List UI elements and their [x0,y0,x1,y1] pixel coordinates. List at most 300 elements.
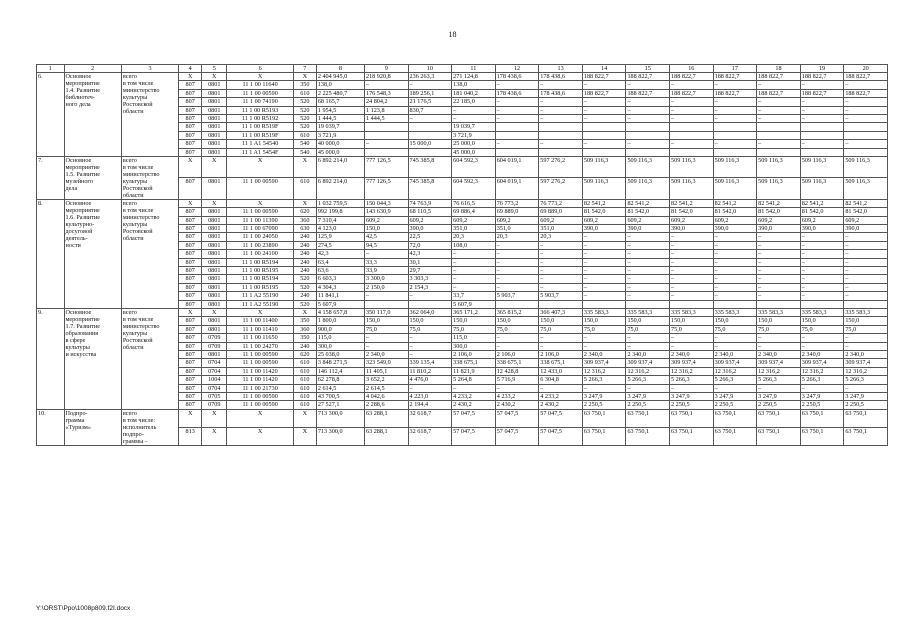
header-cell: 8 [316,65,364,73]
value-cell: 300,0 [316,342,364,350]
value-cell: 0704 [202,367,227,375]
value-cell: X [293,409,316,427]
value-cell: – [408,81,452,89]
value-cell: 30,1 [408,258,452,266]
value-cell: 630 [293,225,316,233]
value-cell: 150,0 [364,225,408,233]
value-cell: – [408,292,452,300]
header-cell: 3 [121,65,178,73]
value-cell: 777 126,5 [364,156,408,178]
value-cell: – [626,106,670,114]
value-cell: 5 266,3 [800,376,844,384]
header-cell: 10 [408,65,452,73]
executor [121,308,178,409]
value-cell: 2 225 480,7 [316,89,364,97]
value-cell: 2 250,5 [626,401,670,409]
table-row [37,308,888,316]
value-cell: 2 340,0 [757,350,801,358]
value-cell: 610 [293,178,316,200]
value-cell: X [293,199,316,207]
value-cell: 5 266,3 [757,376,801,384]
value-cell: – [626,140,670,148]
value-cell: 11 1 00 00590 [227,178,294,200]
group-number: 6. [37,73,65,157]
value-cell: 240 [293,241,316,249]
value-cell: 63 750,1 [800,427,844,445]
program-name-line: музейного [65,177,93,185]
value-cell: 2 250,5 [582,401,626,409]
value-cell: – [408,384,452,392]
value-cell: 5 266,3 [582,376,626,384]
value-cell: 20,3 [539,233,583,241]
value-cell [844,123,888,131]
value-cell: 807 [179,233,202,241]
value-cell: 63 750,1 [626,409,670,427]
value-cell: 610 [293,359,316,367]
header-cell: 11 [452,65,496,73]
value-cell: 63 750,1 [844,427,888,445]
value-cell [626,300,670,308]
group-number: 8. [37,199,65,308]
value-cell [408,300,452,308]
value-cell: 309 937,4 [757,359,801,367]
value-cell: 1 954,5 [316,106,364,114]
value-cell: – [757,275,801,283]
value-cell: 75,0 [800,325,844,333]
value-cell: – [495,342,539,350]
value-cell [800,300,844,308]
value-cell: 240 [293,258,316,266]
value-cell: 0801 [202,233,227,241]
value-cell: 76 773,2 [539,199,583,207]
value-cell: 300,0 [452,342,496,350]
value-cell: 188 822,7 [844,89,888,97]
value-cell: 0801 [202,317,227,325]
value-cell: – [364,342,408,350]
value-cell: 509 116,3 [800,178,844,200]
value-cell: 69 886,4 [452,208,496,216]
value-cell: 520 [293,114,316,122]
value-cell [844,300,888,308]
value-cell: – [582,292,626,300]
value-cell: – [582,384,626,392]
value-cell: 11 810,2 [408,367,452,375]
value-cell: 240 [293,342,316,350]
value-cell: 6 892 214,0 [316,178,364,200]
value-cell: – [495,258,539,266]
value-cell: 11 1 00 24050 [227,233,294,241]
value-cell: 2 340,0 [800,350,844,358]
value-cell: 2 250,5 [844,401,888,409]
value-cell: – [844,334,888,342]
header-cell: 14 [582,65,626,73]
value-cell: 0801 [202,131,227,139]
executor-line: исполнитель [122,423,157,431]
value-cell: 63 750,1 [757,409,801,427]
value-cell: – [670,241,714,249]
value-cell: 240 [293,233,316,241]
program-name-line: культурно- [65,220,95,228]
value-cell: – [452,275,496,283]
value-cell: 390,0 [800,225,844,233]
value-cell: 3 247,9 [670,392,714,400]
value-cell: 597 276,2 [539,178,583,200]
value-cell: 181 040,2 [452,89,496,97]
value-cell: 509 116,3 [844,156,888,178]
value-cell: 45 000,0 [452,148,496,156]
executor-line: министерство [122,170,160,178]
value-cell: 2 430,2 [452,401,496,409]
value-cell: 57 047,5 [539,427,583,445]
executor-line: всего [122,409,137,417]
value-cell: 75,0 [670,325,714,333]
value-cell: – [582,140,626,148]
value-cell: 2 250,5 [800,401,844,409]
value-cell [800,123,844,131]
value-cell: 150 044,3 [364,199,408,207]
value-cell: 115,0 [316,334,364,342]
value-cell: 3 247,9 [844,392,888,400]
value-cell: – [670,250,714,258]
value-cell: – [670,267,714,275]
value-cell: 390,0 [757,225,801,233]
value-cell [495,123,539,131]
value-cell: 610 [293,367,316,375]
value-cell: – [626,384,670,392]
value-cell: 350 [293,317,316,325]
value-cell: 189 256,1 [408,89,452,97]
value-cell: 5 903,7 [539,292,583,300]
value-cell: – [582,233,626,241]
value-cell: X [227,73,294,81]
value-cell: – [539,241,583,249]
value-cell: – [626,241,670,249]
value-cell: 2 250,5 [670,401,714,409]
value-cell: 150,0 [582,317,626,325]
value-cell: 12 316,2 [670,367,714,375]
value-cell: 830,7 [408,106,452,114]
value-cell: – [364,250,408,258]
value-cell: 0801 [202,350,227,358]
value-cell: – [539,384,583,392]
header-cell: 18 [757,65,801,73]
value-cell: – [844,241,888,249]
value-cell: 5 266,3 [626,376,670,384]
value-cell: 3 848 271,5 [316,359,364,367]
value-cell: 610 [293,401,316,409]
value-cell: 11 1 00 24270 [227,342,294,350]
value-cell: 5 266,3 [713,376,757,384]
value-cell: 20,3 [495,233,539,241]
value-cell: – [757,140,801,148]
value-cell: 81 542,0 [670,208,714,216]
value-cell: 75,0 [713,325,757,333]
value-cell: – [670,114,714,122]
value-cell [495,300,539,308]
value-cell: 138,0 [452,81,496,89]
value-cell [757,300,801,308]
value-cell: 33,9 [364,267,408,275]
value-cell: 0801 [202,140,227,148]
value-cell: 604 592,3 [452,178,496,200]
value-cell: 509 116,3 [844,178,888,200]
value-cell: 520 [293,98,316,106]
value-cell: – [670,106,714,114]
value-cell: 240 [293,267,316,275]
value-cell: X [227,199,294,207]
value-cell: 350 [293,81,316,89]
value-cell: 807 [179,392,202,400]
program-name-line: в сфере [65,336,86,344]
value-cell: – [757,342,801,350]
value-cell: 178 438,6 [539,73,583,81]
program-name-line: грамма [65,416,85,424]
value-cell: 3 247,9 [757,392,801,400]
value-cell: 24 804,2 [364,98,408,106]
program-name-line: ности [65,241,81,249]
value-cell: 6 304,8 [539,376,583,384]
value-cell [364,131,408,139]
value-cell: 75,0 [364,325,408,333]
executor-line: Ростовской [122,184,153,192]
value-cell: 807 [179,317,202,325]
group-number: 7. [37,156,65,199]
value-cell: 338 675,1 [539,359,583,367]
value-cell: 1 444,5 [364,114,408,122]
value-cell: – [800,292,844,300]
program-name-line: 1.5. Развитие [65,170,100,178]
value-cell [713,123,757,131]
value-cell: 150,0 [800,317,844,325]
value-cell: 11 1 00 11650 [227,334,294,342]
value-cell: – [844,267,888,275]
value-cell: – [582,258,626,266]
value-cell: 11 1 00 67090 [227,225,294,233]
value-cell: – [582,342,626,350]
value-cell: – [626,98,670,106]
value-cell: 81 542,0 [713,208,757,216]
value-cell: 3 247,9 [713,392,757,400]
value-cell: – [844,106,888,114]
budget-table [36,64,888,446]
value-cell: 0801 [202,89,227,97]
executor-line: министерство [122,322,160,330]
value-cell: 713 300,0 [316,427,364,445]
value-cell: 11 1 00 11400 [227,317,294,325]
value-cell: – [800,106,844,114]
value-cell [757,131,801,139]
value-cell: 188 822,7 [800,73,844,81]
value-cell: 11 1 A1 5454F [227,148,294,156]
value-cell: – [757,250,801,258]
executor-line: области [122,108,144,115]
value-cell [713,300,757,308]
value-cell: 3 721,9 [316,131,364,139]
value-cell: 351,0 [539,225,583,233]
value-cell: 188 822,7 [757,73,801,81]
value-cell: 0801 [202,208,227,216]
value-cell [582,148,626,156]
value-cell: 390,0 [713,225,757,233]
executor-line: в том числе: [122,416,156,424]
value-cell: 338 675,1 [495,359,539,367]
value-cell: – [757,106,801,114]
value-cell [539,131,583,139]
value-cell: 5 264,8 [452,376,496,384]
value-cell: 82 541,2 [757,199,801,207]
value-cell: – [408,350,452,358]
program-name-line: образования [65,329,99,337]
executor-line: в том числе [122,206,154,214]
value-cell: X [202,308,227,316]
value-cell: 188 822,7 [844,73,888,81]
value-cell: 807 [179,216,202,224]
program-name-line: мероприятие [65,163,100,171]
value-cell: 11 1 00 R5193 [227,106,294,114]
value-cell: 12 316,2 [757,367,801,375]
value-cell: 21 176,5 [408,98,452,106]
value-cell: 150,0 [495,317,539,325]
value-cell: 609,2 [670,216,714,224]
value-cell: – [452,106,496,114]
value-cell: X [227,409,294,427]
value-cell: 125,9 [316,233,364,241]
value-cell: – [626,258,670,266]
header-cell: 4 [179,65,202,73]
executor-line: Ростовской [122,336,153,344]
value-cell: 188 822,7 [670,73,714,81]
value-cell: 178 438,6 [495,73,539,81]
value-cell: – [757,81,801,89]
value-cell: 807 [179,275,202,283]
value-cell: 351,0 [452,225,496,233]
value-cell: 115,0 [452,334,496,342]
value-cell [582,300,626,308]
value-cell: 240 [293,292,316,300]
value-cell: 11 821,9 [452,367,496,375]
header-cell: 6 [227,65,294,73]
value-cell: 11 1 00 R5194 [227,258,294,266]
value-cell: 0801 [202,258,227,266]
value-cell: 1 800,0 [316,317,364,325]
value-cell: 0705 [202,392,227,400]
value-cell: – [626,267,670,275]
value-cell: – [713,233,757,241]
value-cell [626,148,670,156]
value-cell: 108,0 [452,241,496,249]
value-cell: 12 428,8 [495,367,539,375]
value-cell: 5 903,7 [495,292,539,300]
value-cell: 366 407,3 [539,308,583,316]
value-cell: 2 106,0 [452,350,496,358]
value-cell: 807 [179,148,202,156]
value-cell: 0801 [202,123,227,131]
executor-line: культуры [122,329,148,337]
value-cell: 807 [179,106,202,114]
value-cell: X [293,73,316,81]
value-cell: 0709 [202,342,227,350]
value-cell: 11 1 00 24100 [227,250,294,258]
value-cell: – [495,106,539,114]
value-cell: – [495,384,539,392]
executor-line: Ростовской [122,101,153,108]
value-cell: 390,0 [582,225,626,233]
value-cell: 12 316,2 [582,367,626,375]
header-cell: 19 [800,65,844,73]
value-cell: – [713,384,757,392]
table-row [37,73,888,81]
executor-line: всего [122,308,137,316]
value-cell: – [495,283,539,291]
value-cell: – [539,140,583,148]
value-cell: 4 304,3 [316,283,364,291]
value-cell: X [227,156,294,178]
value-cell: 82 541,2 [800,199,844,207]
value-cell: 0801 [202,241,227,249]
value-cell: – [539,258,583,266]
value-cell: 777 126,5 [364,178,408,200]
value-cell: – [844,98,888,106]
value-cell: 11 1 00 00590 [227,392,294,400]
value-cell: – [452,283,496,291]
value-cell: 509 116,3 [670,178,714,200]
program-name-line: дела [65,184,78,192]
value-cell: – [495,250,539,258]
value-cell: 3 721,9 [452,131,496,139]
value-cell: – [626,233,670,241]
value-cell: 900,0 [316,325,364,333]
value-cell: 0801 [202,283,227,291]
value-cell: 597 276,2 [539,156,583,178]
program-name-line: «Туризм» [65,423,91,431]
value-cell: – [582,241,626,249]
value-cell: 11 1 00 00590 [227,401,294,409]
value-cell: 150,0 [757,317,801,325]
value-cell: 188 822,7 [757,89,801,97]
value-cell: 63,4 [316,258,364,266]
value-cell: – [713,98,757,106]
value-cell: 807 [179,123,202,131]
value-cell: X [179,308,202,316]
value-cell: 807 [179,98,202,106]
value-cell: – [539,342,583,350]
value-cell: 63 750,1 [626,427,670,445]
value-cell: 4 223,0 [408,392,452,400]
value-cell: 75,0 [757,325,801,333]
value-cell: – [800,334,844,342]
value-cell: – [452,384,496,392]
value-cell: 609,2 [364,216,408,224]
value-cell: 335 583,3 [582,308,626,316]
executor-line: культуры [122,220,148,228]
executor-line: граммы – [122,437,148,445]
value-cell: 520 [293,283,316,291]
value-cell: 807 [179,250,202,258]
value-cell: – [495,334,539,342]
value-cell: – [800,342,844,350]
value-cell: 807 [179,241,202,249]
value-cell: – [626,250,670,258]
value-cell [364,300,408,308]
value-cell: 350 [293,334,316,342]
value-cell: 813 [179,427,202,445]
value-cell [408,148,452,156]
program-name-line: ного дела [65,101,91,108]
value-cell: 150,0 [452,317,496,325]
value-cell: 610 [293,384,316,392]
program-name-line: досуговой [65,227,93,235]
value-cell: 1 032 759,5 [316,199,364,207]
